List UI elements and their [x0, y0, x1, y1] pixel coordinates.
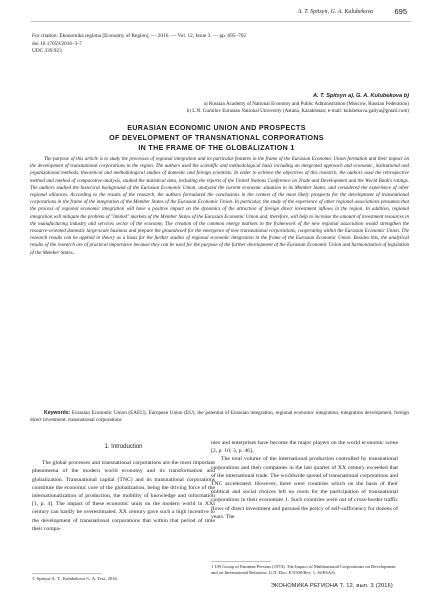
udc-line: UDC 339.923	[32, 48, 62, 55]
footnote	[211, 561, 398, 576]
keywords-text: Eurasian Economic Union (EAEU), European Union (EU), the potential of Eurasian integration, regional economic integration, integration development, foreign direct investment, transnational corporations	[30, 410, 409, 424]
body-paragraph: The global processes and transnational corporations are the most important phenomena of the modern world economy and its transformation and globalization. Transnational capital (TNC) and its transnational corporations constitute the economic core of the globalization, being the driving force of the internationalization of production, the mobility of knowledge and information [1, p. 4]. The impact of these economic units on the modern world in XXI century can hardly be overestimated. XX century gave such a high incentive to the development of transnational corporations that within that period of time their compa-	[32, 460, 215, 532]
keywords	[30, 410, 409, 425]
title-line: IN THE FRAME OF THE GLOBALIZATION 1	[138, 144, 295, 152]
abstract: The purpose of this article is to study the processes of regional integration and its particular features in the frame of the Eurasian Economic Union formation and their impact on the development of transnational corporations in the region. The authors used the scientific and methodological basis including an integrated approach and economic, institutional and organizational methods, theoretical and methodological studies of domestic and foreign scientists. In order to achieve the objectives of this research, the authors used the retrospective method and method of comparative analysis, studied the statistical data, including the reports of the United Nations Conference on Trade and Development and the World Bank's ratings. The authors studied the historical background of the Eurasian Economic Union, analyzed the current economic situation in its Member States, and considered the experience of other regional alliances. According to the results of the research, the authors formulated the conclusions in the context of the most likely prospects for the development of transnational corporations in the frame of the integration of the Member States of the Eurasian Economic Union. In particular, the study of the experience of other regional associations presumes that the process of regional economic integration will have a positive impact on the dynamics of the attraction of foreign direct investment inflows in the region. In addition, regional integration will mitigate the problem of "limited" markets of the Member States of the Eurasian Economic Union and, therefore, will help to increase the amount of investment resources in the manufacturing industry and services sector of the economy. The creation of the common energy markets in the framework of the new regional association would strengthen the resource-oriented domestic large-scale business and prepare the groundwork for the emergence of new transnational corporations, cooperating within the Eurasian Economic Union. The research results can be applied in theory as a basis for the further studies of regional economic integration in the frame of the Eurasian Economic Union. Besides this, the analytical results of the research are of practical importance because they can be used for the purpose of the further development of the Eurasian Economic Union and harmonization of legislation of the Member States.	[30, 156, 409, 256]
section-heading: 1. Introduction	[104, 444, 143, 450]
affiliation-b: b) L.N. Gumilov Eurasian National University (Astana, Kazakhstan; e-mail: kulubekova.galiya@gmail.com)	[186, 108, 409, 115]
paper-title	[28, 123, 405, 153]
body-column-right	[211, 439, 398, 521]
title-line: OF DEVELOPMENT OF TRANSNATIONAL CORPORATIONS	[109, 134, 324, 142]
running-header-authors: A. T. Spitsyn, G. A. Kulubekova	[297, 9, 373, 15]
authors-affiliations	[89, 93, 409, 116]
author-names: A. T. Spitsyn a), G. A. Kulubekova b)	[312, 93, 409, 99]
running-header	[30, 7, 411, 22]
footnote-text: 1 UN Group of Eminent Persons (1974). The Impact of Multinational Corporations on Development and on International Relations. U.N. Doc. E/5500/Rev. 1, St/ESA/6.	[211, 564, 396, 575]
footnote-rule	[211, 561, 271, 562]
page-number: 695	[394, 7, 407, 16]
title-line: EURASIAN ECONOMIC UNION AND PROSPECTS	[127, 124, 306, 132]
affiliation-a: a) Russian Academy of National Economy and Public Administration (Moscow, Russian Federation)	[203, 100, 409, 107]
copyright-text: © Spitsyn A. T., Kulubekova G. A. Text. 2016.	[32, 576, 118, 581]
body-paragraph: nies and enterprises have become the major players on the world economic scene [2, p. 10; 3, p. 46].	[211, 440, 398, 455]
doi-line: doi 10.17059/2016–3-7	[32, 40, 82, 47]
citation-block	[32, 33, 392, 56]
citation-line: For citation: Ekonomika regiona [Economy of Region]. — 2016. — Vol. 12, Issue 3. — pp. 695–702	[32, 33, 247, 39]
copyright-footnote	[32, 573, 118, 582]
body-paragraph: The total volume of the international production controlled by transnational corporations and their companies in the last quarter of XX century exceeded that of the international trade. The worldwide spread of transnational corporations and TNC accelerated. However, there were countries which on the basis of their political and social choices left no room for the participation of transnational corporations in their economies 1. Such countries were out of cross-border traffic flows of direct investment and pursued the policy of self-sufficiency for dozens of years. The	[211, 456, 398, 520]
keywords-label: Keywords:	[44, 410, 71, 416]
body-column-left	[32, 438, 215, 533]
journal-footer: ЭКОНОМИКА РЕГИОНА Т. 12, вып. 3 (2016)	[270, 583, 393, 589]
